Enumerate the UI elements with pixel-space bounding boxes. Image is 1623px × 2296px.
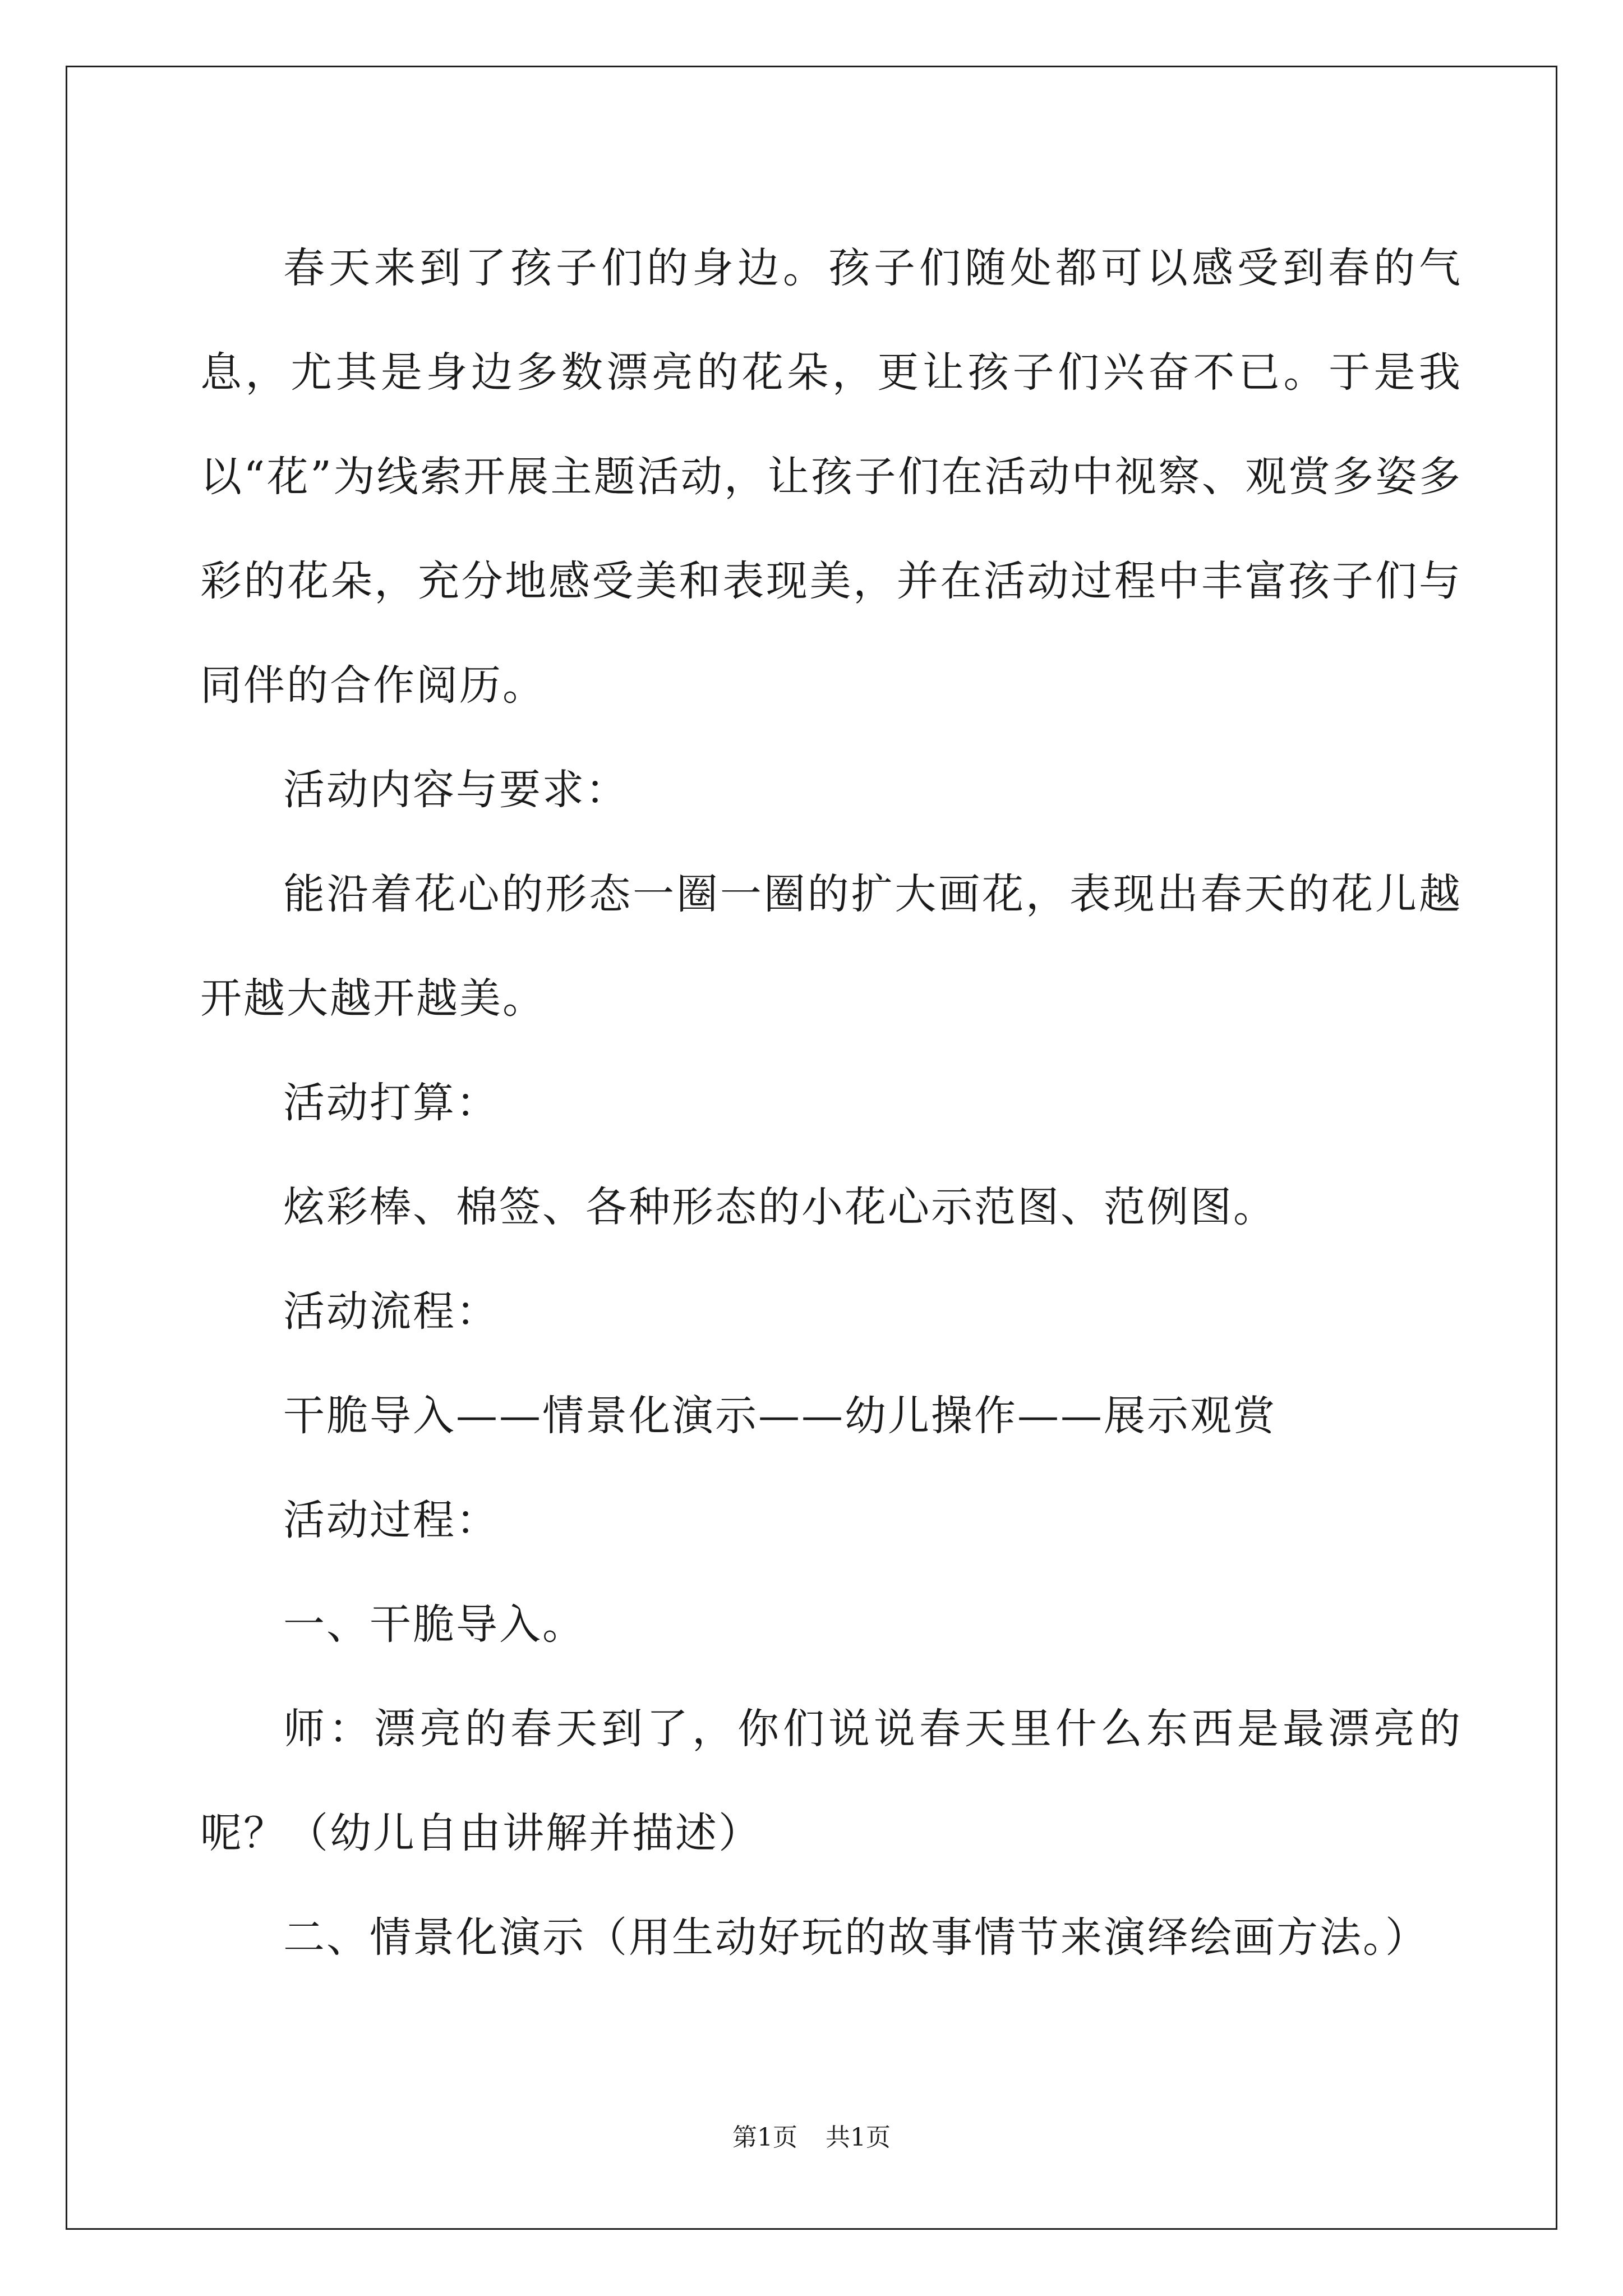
paragraph-intro: 春天来到了孩子们的身边。孩子们随处都可以感受到春的气息，尤其是身边多数漂亮的花朵，更让孩子们兴奋不已。于是我以“花”为线索开展主题活动，让孩子们在活动中视察、观赏多姿多彩的花朵，充分地感受美和表现美，并在活动过程中丰富孩子们与同伴的合作阅历。	[200, 244, 1462, 710]
document-body	[200, 216, 1462, 1990]
heading-process: 活动过程：	[283, 1496, 499, 1544]
heading-flow: 活动流程：	[283, 1287, 499, 1336]
heading-preparation: 活动打算：	[283, 1079, 499, 1127]
paragraph-flow: 干脆导入——情景化演示——幼儿操作——展示观赏	[283, 1392, 1276, 1440]
step-two-heading: 二、情景化演示（用生动好玩的故事情节来演绎绘画方法。）	[283, 1913, 1428, 1962]
paragraph-teacher-question: 师：漂亮的春天到了，你们说说春天里什么东西是最漂亮的呢？（幼儿自由讲解并描述）	[200, 1705, 1462, 1857]
paragraph-materials: 炫彩棒、棉签、各种形态的小花心示范图、范例图。	[283, 1183, 1276, 1231]
page-number-current: 第1页	[732, 2123, 797, 2152]
heading-content-requirements: 活动内容与要求：	[283, 766, 629, 814]
step-one-heading: 一、干脆导入。	[283, 1600, 585, 1649]
paragraph-requirements: 能沿着花心的形态一圈一圈的扩大画花，表现出春天的花儿越开越大越开越美。	[200, 870, 1462, 1023]
page-footer	[0, 2121, 1623, 2155]
page-number-total: 共1页	[826, 2123, 891, 2152]
